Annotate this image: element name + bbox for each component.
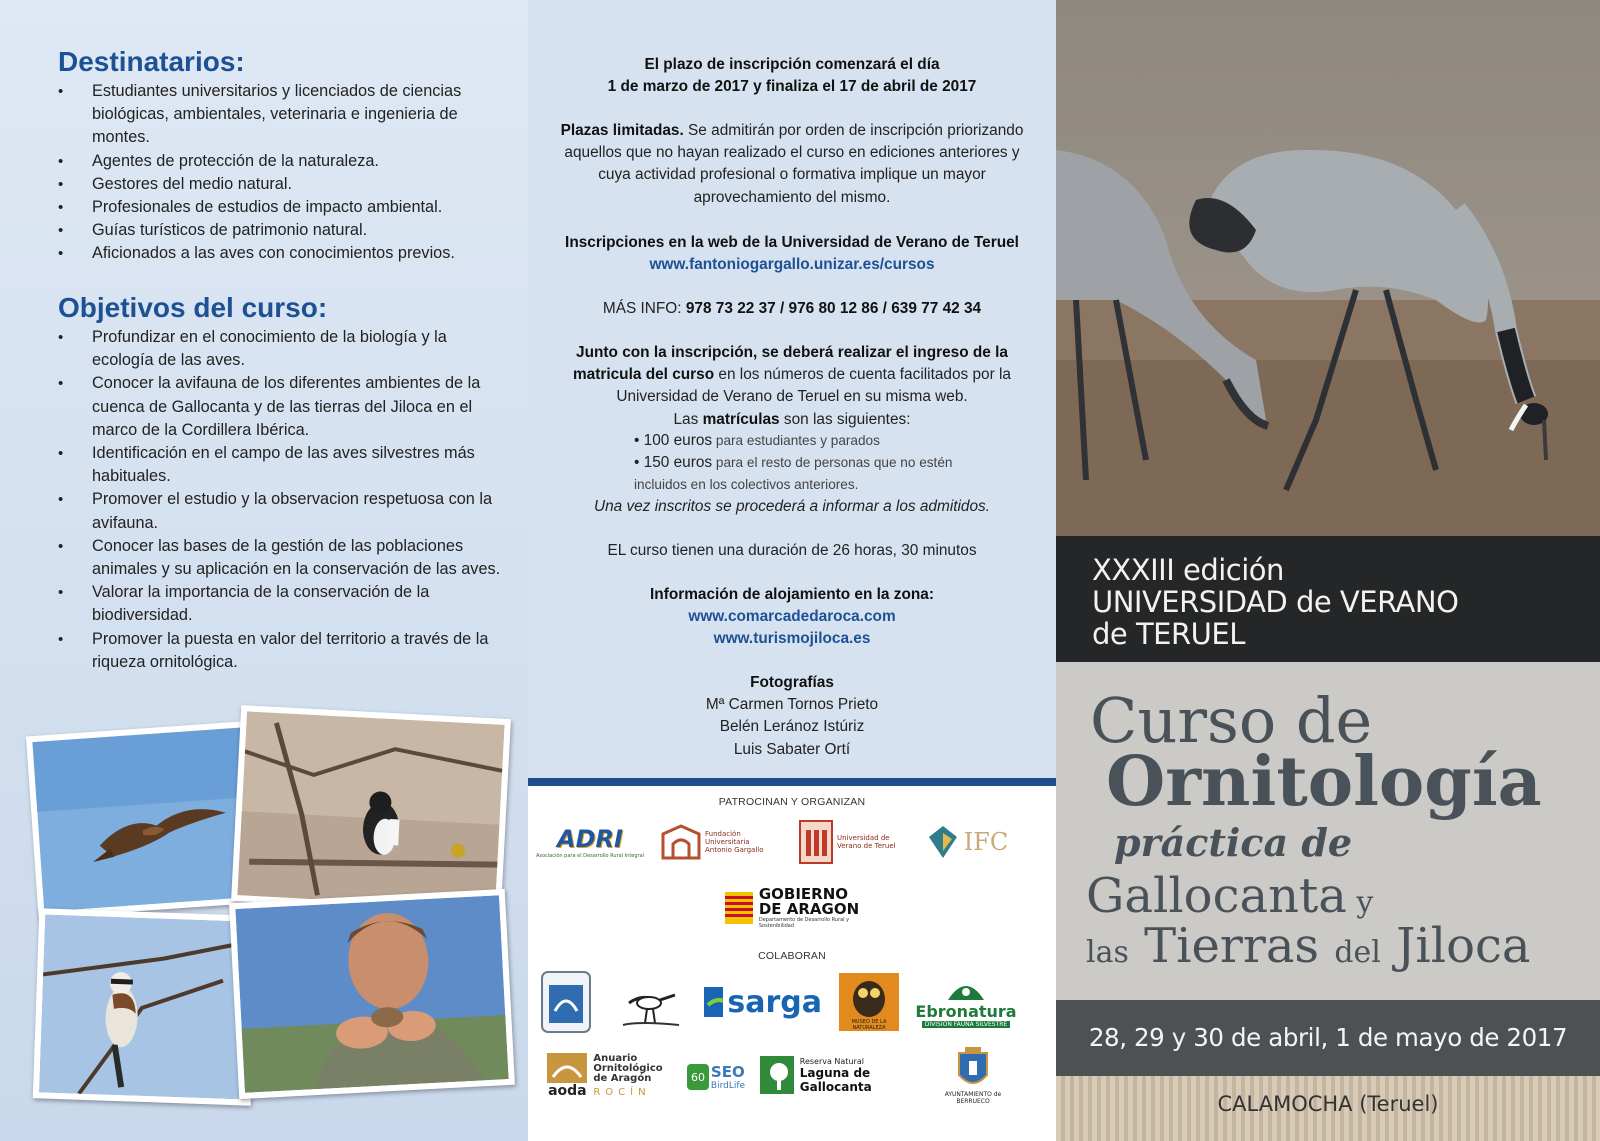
adri-logo-subtext: Asociación para el Desarrollo Rural Integral: [535, 853, 645, 859]
anuario-line: Ornitológico: [593, 1063, 663, 1074]
course-duration: EL curso tienen una duración de 26 horas, 30 minutos: [607, 542, 977, 559]
list-item: • Agentes de protección de la naturaleza.: [58, 150, 508, 173]
shrike-photo: [33, 908, 257, 1105]
limited-places-text: Se admitirán por orden de inscripción priorizando aquellos que no hayan realizado el curso en ediciones anteriores y cuya actividad profesional o formativa implique un mayor aprovechamiento del mismo.: [564, 122, 1024, 206]
ifc-logo: [918, 820, 1018, 864]
edition-number: XXXIII edición: [1092, 553, 1284, 587]
ifc-logo-text: IFC: [963, 828, 1009, 856]
photo-credits: [552, 672, 1032, 761]
owl-icon: [839, 973, 899, 1019]
course-title-line4: [1086, 868, 1373, 924]
adri-logo: [535, 818, 645, 866]
title-tierras: Tierras: [1128, 918, 1335, 974]
more-info-phones: 978 73 22 37 / 976 80 12 86 / 639 77 42 34: [685, 300, 982, 317]
bird-ringer-photo: [229, 889, 515, 1099]
seo-text: [711, 1063, 745, 1091]
aoda-mark: [547, 1053, 587, 1099]
course-title-block: [1056, 662, 1600, 1000]
course-dates: 28, 29 y 30 de abril, 1 de mayo de 2017: [1056, 1000, 1600, 1076]
fundacion-emblem: [661, 824, 701, 860]
divider: [528, 778, 1056, 786]
sarga-emblem: [704, 987, 723, 1017]
edition-university: UNIVERSIDAD de VERANO: [1092, 585, 1459, 619]
reserva-gallocanta-logo: [760, 1052, 930, 1098]
cover-panel: [1056, 0, 1600, 1141]
flycatcher-photo: [231, 705, 511, 915]
admission-note: Una vez inscritos se procederá a informar a los admitidos.: [593, 498, 991, 515]
gobierno-line1: GOBIERNO: [758, 885, 849, 903]
seo-label: SEO: [710, 1063, 745, 1081]
list-item: • Guías turísticos de patrimonio natural.: [58, 219, 508, 242]
reserva-text: [800, 1057, 930, 1094]
list-item: • Identificación en el campo de las aves silvestres más habituales.: [58, 442, 508, 488]
enrollment-fee-text: en los números de cuenta facilitados por la Universidad de Verano de Teruel en su misma web.: [616, 366, 1011, 406]
list-item: • Conocer las bases de la gestión de las poblaciones animales y su aplicación en la conservación de las aves.: [58, 535, 508, 581]
accommodation-link[interactable]: www.turismojiloca.es: [713, 630, 871, 648]
fees-intro-bold: matrículas: [702, 410, 780, 428]
registration-web-link[interactable]: www.fantoniogargallo.unizar.es/cursos: [649, 256, 935, 274]
registration-info: [528, 0, 1056, 778]
registration-period: [552, 54, 1032, 98]
objetivos-heading: Objetivos del curso:: [58, 292, 328, 323]
edition-city: de TERUEL: [1092, 617, 1245, 651]
list-item: • Estudiantes universitarios y licenciados de ciencias biológicas, ambientales, veterinaria e ingenieria de montes.: [58, 80, 508, 150]
shield-icon: [541, 971, 591, 1033]
ayuntamiento-text: AYUNTAMIENTO de BERRUECO: [944, 1091, 1002, 1105]
anuario-aoda-logo: [540, 1050, 670, 1102]
gobierno-aragon-logo: [712, 880, 872, 936]
more-info-label: MÁS INFO:: [602, 300, 686, 317]
fees-intro-pre: Las: [673, 410, 703, 428]
gobierno-line2: DE ARAGON: [758, 900, 860, 918]
registration-period-line1: El plazo de inscripción comenzará el día: [644, 56, 940, 73]
sarga-logo: [704, 980, 822, 1024]
title-del: del: [1334, 935, 1381, 970]
rocin-text: ROCÍN: [593, 1087, 651, 1098]
accommodation-link[interactable]: www.comarcadedaroca.com: [688, 608, 896, 626]
photographer-name: Luis Sabater Ortí: [733, 740, 851, 758]
title-jiloca: Jiloca: [1380, 918, 1531, 974]
collaborators-label: COLABORAN: [758, 950, 826, 962]
course-title-line5: [1086, 918, 1531, 974]
anuario-line: de Aragón: [593, 1073, 652, 1084]
fundacion-logo-text: Fundación Universitaria Antonio Gargallo: [705, 830, 764, 854]
museo-naturaleza-logo: [834, 970, 904, 1034]
reserva-line1: Reserva Natural: [799, 1056, 864, 1066]
title-y: y: [1346, 885, 1374, 920]
universidad-logo: [794, 816, 906, 868]
ebronatura-logo: [914, 974, 1018, 1032]
course-title-line2: Ornitología: [1106, 742, 1542, 822]
fee-amount: • 150 euros: [634, 454, 713, 472]
anuario-text: [593, 1054, 662, 1098]
enrollment-fee-info: [552, 342, 1032, 431]
list-item: • Profesionales de estudios de impacto ambiental.: [58, 196, 508, 219]
registration-web-text: Inscripciones en la web de la Universidad de Verano de Teruel: [565, 234, 1019, 251]
left-panel: [0, 0, 528, 1141]
gobierno-department: Departamento de Desarrollo Rural y Sostenibilidad: [758, 917, 850, 929]
destinatarios-list: [58, 80, 508, 266]
title-las: las: [1086, 935, 1129, 970]
middle-panel: [528, 0, 1056, 1141]
museo-logo-text: MUSEO DE LA NATURALEZA: [839, 1019, 899, 1031]
adri-logo-text: ADRI: [557, 825, 623, 853]
avocet-bird-icon: [619, 979, 683, 1029]
enrollment-fee-bold: Junto con la inscripción, se deberá realizar el ingreso de la matricula del curso: [572, 344, 1008, 384]
list-item: • Promover el estudio y la observacion respetuosa con la avifauna.: [58, 488, 508, 534]
coat-of-arms-icon: [955, 1045, 991, 1091]
destinatarios-heading: Destinatarios:: [58, 46, 245, 77]
objetivos-list: [58, 326, 508, 674]
list-item: • Profundizar en el conocimiento de la biología y la ecología de las aves.: [58, 326, 508, 372]
fees-intro-post: son las siguientes:: [779, 410, 911, 428]
fee-description: para el resto de personas que no estén incluidos en los colectivos anteriores.: [634, 455, 953, 493]
ebronatura-emblem: [946, 978, 986, 1002]
more-info: [552, 298, 1032, 320]
crane-photo: [1056, 0, 1600, 536]
universidad-logo-text: Universidad de Verano de Teruel: [837, 834, 896, 850]
list-item: • Gestores del medio natural.: [58, 173, 508, 196]
photographer-name: Mª Carmen Tornos Prieto: [705, 696, 879, 714]
anuario-line: Anuario: [593, 1053, 638, 1064]
fee-amount: • 100 euros: [634, 432, 713, 449]
aragon-flag-icon: [725, 892, 753, 924]
fundacion-logo: [656, 818, 774, 866]
course-location: CALAMOCHA (Teruel): [1056, 1076, 1600, 1141]
avocet-logo: [616, 976, 686, 1032]
limited-places: [552, 120, 1032, 209]
accommodation-info: [552, 584, 1032, 651]
ayuntamiento-berrueco-logo: [932, 1042, 1014, 1108]
course-title-line1: Curso de: [1090, 684, 1373, 757]
limited-places-label: Plazas limitadas.: [560, 122, 684, 139]
birdlife-label: BirdLife: [710, 1081, 746, 1091]
fee-description: para estudiantes y parados: [712, 433, 880, 448]
list-item: • Aficionados a las aves con conocimientos previos.: [58, 242, 508, 265]
reserva-line2: Laguna de Gallocanta: [799, 1065, 872, 1094]
seo-birdlife-logo: [678, 1052, 754, 1102]
accommodation-title: Información de alojamiento en la zona:: [650, 586, 934, 603]
list-item: • Promover la puesta en valor del territorio a través de la riqueza ornitológica.: [58, 628, 508, 674]
edition-band: [1056, 536, 1600, 662]
title-gallocanta: Gallocanta: [1086, 868, 1347, 924]
svg-text:60: 60: [690, 1071, 705, 1084]
ebronatura-logo-subtext: DIVISIÓN FAUNA SILVESTRE: [922, 1021, 1010, 1028]
sponsors-label: PATROCINAN Y ORGANIZAN: [718, 796, 866, 808]
fee-list: [634, 430, 994, 497]
gobierno-aragon-text: [759, 887, 859, 929]
universidad-emblem: [799, 820, 833, 864]
collaborator-shield-logo: [540, 970, 592, 1034]
sarga-logo-text: sarga: [727, 984, 822, 1020]
ifc-emblem: [928, 825, 958, 859]
ebronatura-logo-text: Ebronatura: [915, 1002, 1017, 1021]
list-item: • Valorar la importancia de la conservación de la biodiversidad.: [58, 581, 508, 627]
photographer-name: Belén Leránoz Istúriz: [719, 718, 865, 736]
seo-60-badge: [687, 1064, 709, 1090]
aoda-emblem: [547, 1053, 587, 1083]
registration-period-line2: 1 de marzo de 2017 y finaliza el 17 de abril de 2017: [607, 78, 977, 96]
reserva-emblem: [760, 1056, 794, 1094]
photo-credits-title: Fotografías: [750, 674, 834, 691]
registration-web: [552, 232, 1032, 276]
course-title-line3: práctica de: [1114, 820, 1353, 865]
list-item: • Conocer la avifauna de los diferentes ambientes de la cuenca de Gallocanta y de las tierras del Jiloca en el marco de la Cordillera Ibérica.: [58, 372, 508, 442]
aoda-text: aoda: [548, 1083, 587, 1099]
